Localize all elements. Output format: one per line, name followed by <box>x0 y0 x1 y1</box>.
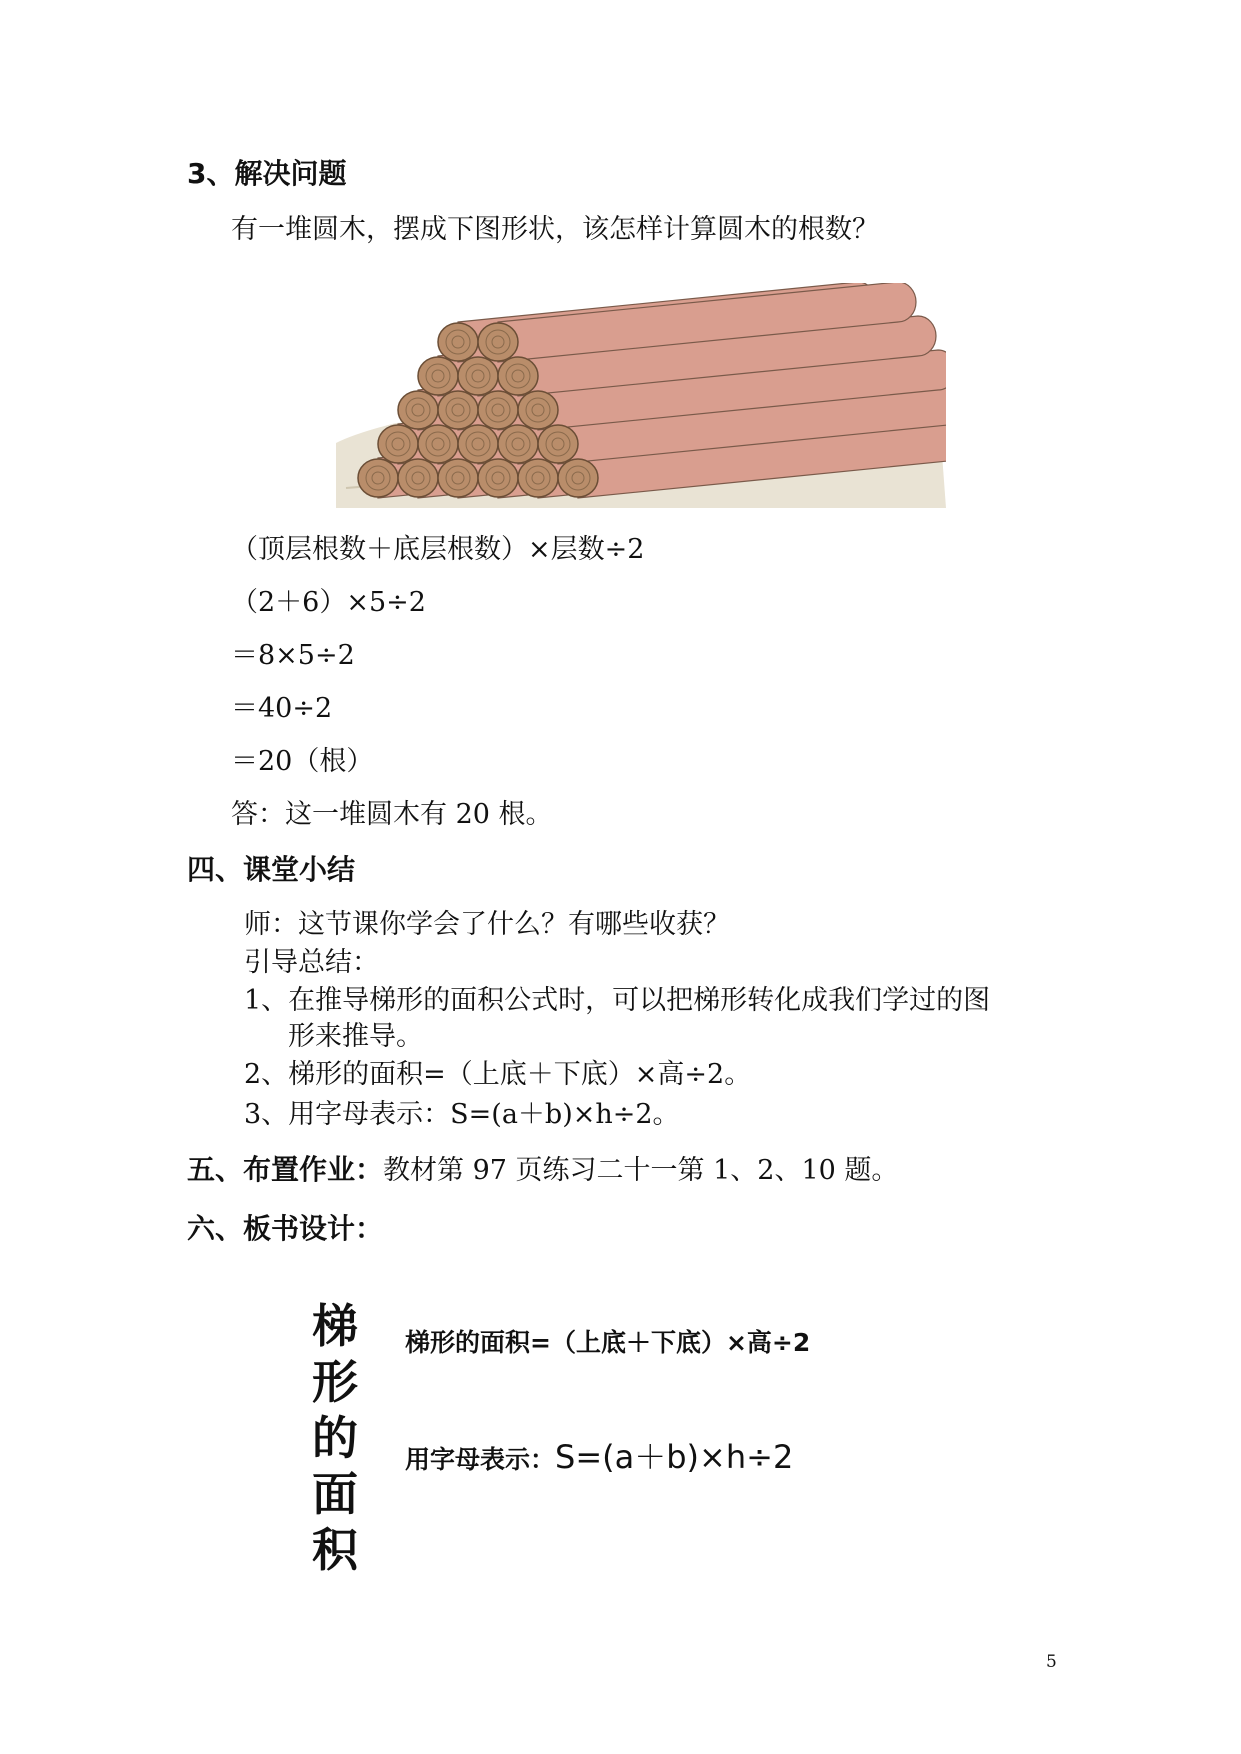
board-char-3: 的 <box>312 1411 358 1465</box>
board-vertical-title <box>306 1298 364 1578</box>
log-end <box>418 425 458 463</box>
log-end <box>378 425 418 463</box>
summary-item-2: 2、梯形的面积=（上底＋下底）×高÷2。 <box>244 1059 752 1090</box>
board-letter-formula: S=(a＋b)×h÷2 <box>555 1438 794 1476</box>
section5-content: 教材第 97 页练习二十一第 1、2、10 题。 <box>383 1155 899 1186</box>
log-end <box>478 323 518 361</box>
summary-guide: 引导总结： <box>244 947 379 978</box>
board-letter-row <box>405 1432 793 1478</box>
page-number: 5 <box>1046 1652 1057 1672</box>
calc-line-3: ＝8×5÷2 <box>231 640 355 671</box>
section3-heading: 3、解决问题 <box>187 157 347 190</box>
log-end <box>398 459 438 497</box>
section6-heading: 六、板书设计： <box>187 1212 384 1245</box>
calc-line-2: （2＋6）×5÷2 <box>231 587 426 618</box>
log-end <box>458 425 498 463</box>
log-end <box>518 459 558 497</box>
calc-line-5: ＝20（根） <box>231 746 374 777</box>
section5-heading: 五、布置作业： <box>187 1153 384 1186</box>
log-end <box>438 391 478 429</box>
board-char-2: 形 <box>312 1355 358 1409</box>
log-end <box>438 459 478 497</box>
log-end <box>498 425 538 463</box>
log-end <box>478 391 518 429</box>
log-end <box>418 357 458 395</box>
board-formula: 梯形的面积=（上底＋下底）×高÷2 <box>405 1328 811 1357</box>
log-end <box>398 391 438 429</box>
log-end <box>458 357 498 395</box>
section3-question: 有一堆圆木，摆成下图形状，该怎样计算圆木的根数？ <box>231 214 879 245</box>
log-end <box>498 357 538 395</box>
log-end <box>478 459 518 497</box>
log-end <box>518 391 558 429</box>
summary-teacher: 师：这节课你学会了什么？有哪些收获？ <box>244 909 730 940</box>
section5-row <box>187 1148 898 1188</box>
log-end <box>538 425 578 463</box>
board-char-4: 面 <box>312 1467 358 1521</box>
summary-item-1: 1、在推导梯形的面积公式时，可以把梯形转化成我们学过的图 <box>244 985 991 1016</box>
log-end <box>438 323 478 361</box>
calc-line-4: ＝40÷2 <box>231 693 333 724</box>
summary-item-3: 3、用字母表示：S=(a＋b)×h÷2。 <box>244 1099 680 1130</box>
log-pile-svg <box>336 283 946 508</box>
board-letter-label: 用字母表示： <box>405 1445 556 1474</box>
calc-line-1: （顶层根数＋底层根数）×层数÷2 <box>231 534 645 565</box>
summary-item-1-cont: 形来推导。 <box>288 1021 423 1052</box>
log-end <box>558 459 598 497</box>
log-end <box>358 459 398 497</box>
board-char-1: 梯 <box>312 1299 358 1353</box>
section4-heading: 四、课堂小结 <box>187 853 356 886</box>
board-char-5: 积 <box>312 1523 358 1577</box>
log-pile-illustration <box>336 283 946 508</box>
calc-answer: 答：这一堆圆木有 20 根。 <box>231 799 553 830</box>
